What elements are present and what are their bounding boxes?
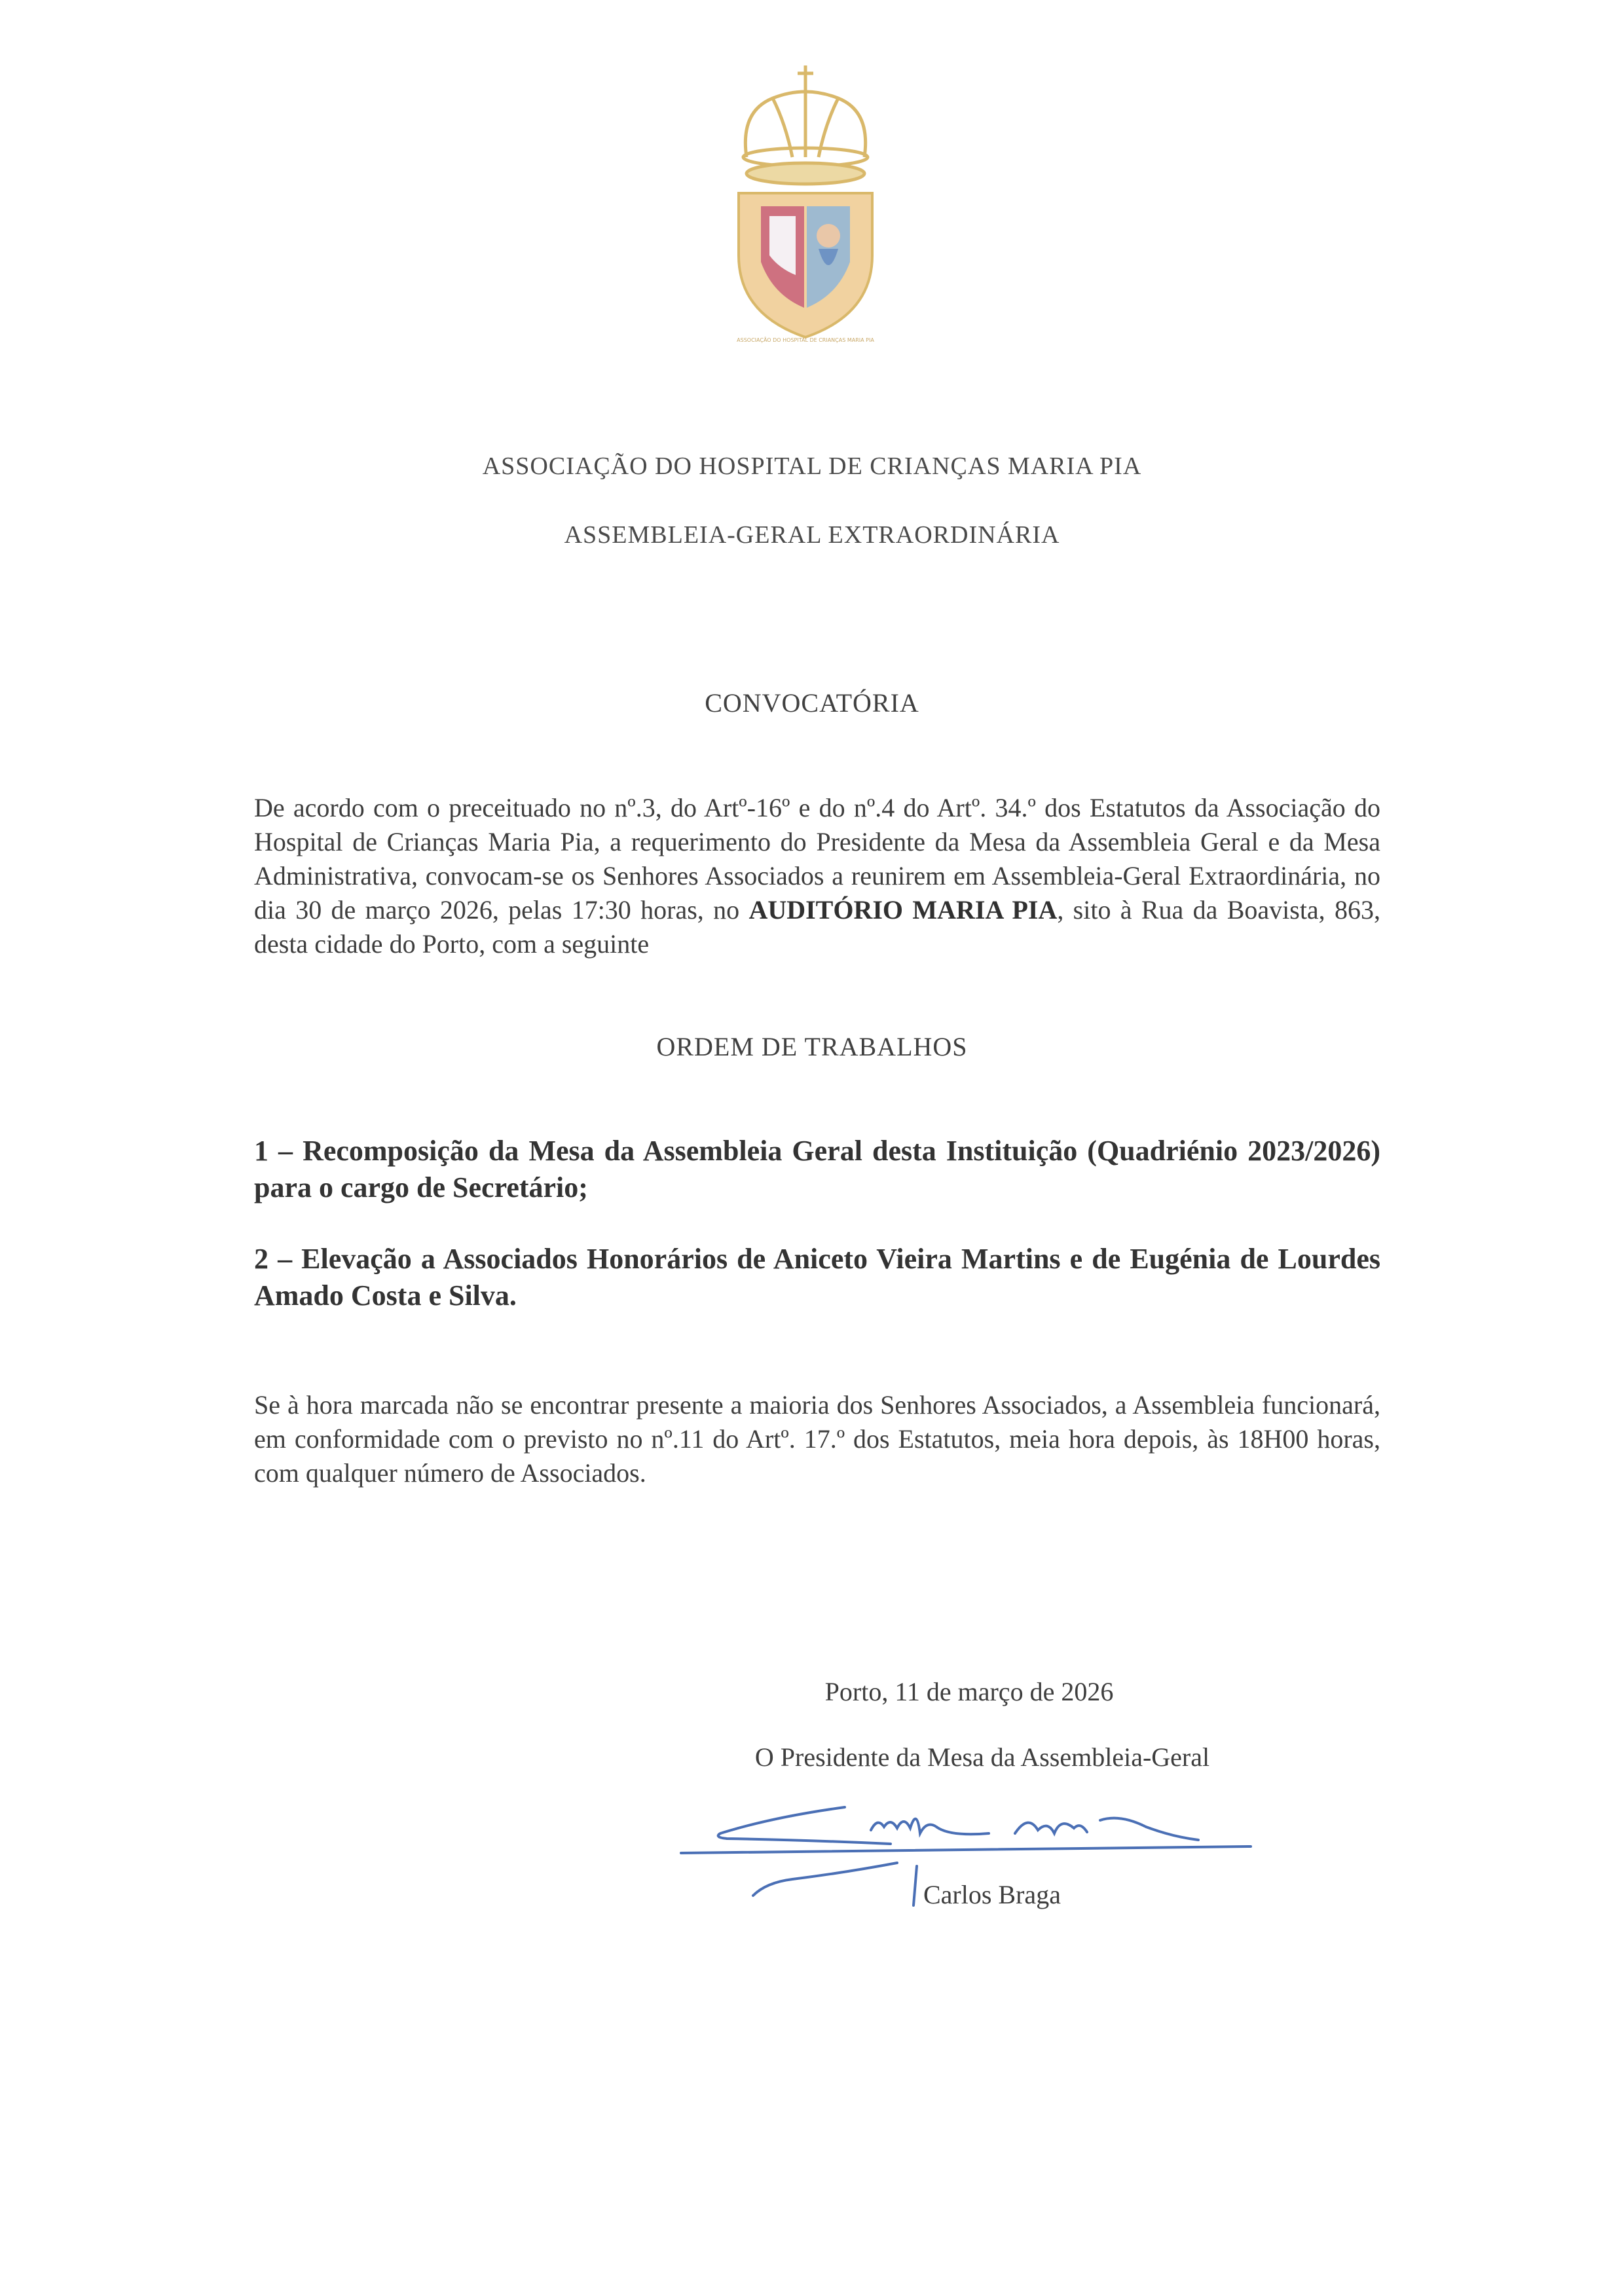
assembly-title: ASSEMBLEIA-GERAL EXTRAORDINÁRIA [564, 521, 1060, 549]
intro-text: De acordo com o preceituado no nº.3, do Artº-16º e do nº.4 do Artº. 34.º dos Estatutos da Associação do Hospital de Crianças Maria Pia, a requerimento do Presidente da Mesa da Assembleia Geral e da Mesa Administrativa, convocam-se os Senhores Associados a reunirem em Assembleia-Geral Extraordinária, no dia 30 de março 2026, pelas 17:30 horas, no [254, 793, 1380, 925]
crown-icon [743, 65, 868, 184]
intro-paragraph [254, 791, 1380, 961]
crest-logo [720, 59, 891, 347]
shield-icon [739, 193, 872, 337]
intro-text-continued: , sito à Rua da Boavista, 863, desta cidade do Porto, com a seguinte [254, 895, 1381, 959]
convocatoria-heading: CONVOCATÓRIA [705, 688, 919, 718]
agenda-heading: ORDEM DE TRABALHOS [656, 1032, 968, 1061]
agenda-item: 1 – Recomposição da Mesa da Assembleia Geral desta Instituição (Quadriénio 2023/2026) para o cargo de Secretário; [254, 1135, 1380, 1203]
signatory-role: O Presidente da Mesa da Assembleia-Geral [754, 1742, 1210, 1772]
crest-caption: ASSOCIAÇÃO DO HOSPITAL DE CRIANÇAS MARIA PIA [737, 337, 874, 343]
venue-name: AUDITÓRIO MARIA PIA [748, 895, 1058, 925]
agenda-item: 2 – Elevação a Associados Honorários de Aniceto Vieira Martins e de Eugénia de Lourdes Amado Costa e Silva. [254, 1243, 1380, 1312]
organization-title: ASSOCIAÇÃO DO HOSPITAL DE CRIANÇAS MARIA PIA [482, 452, 1142, 480]
signatory-name: Carlos Braga [923, 1880, 1061, 1909]
place-date: Porto, 11 de março de 2026 [824, 1677, 1114, 1706]
quorum-note: Se à hora marcada não se encontrar presente a maioria dos Senhores Associados, a Assembleia funcionará, em conformidade com o previsto no nº.11 do Artº. 17.º dos Estatutos, meia hora depois, às 18H00 horas, com qualquer número de Associados. [254, 1390, 1380, 1488]
